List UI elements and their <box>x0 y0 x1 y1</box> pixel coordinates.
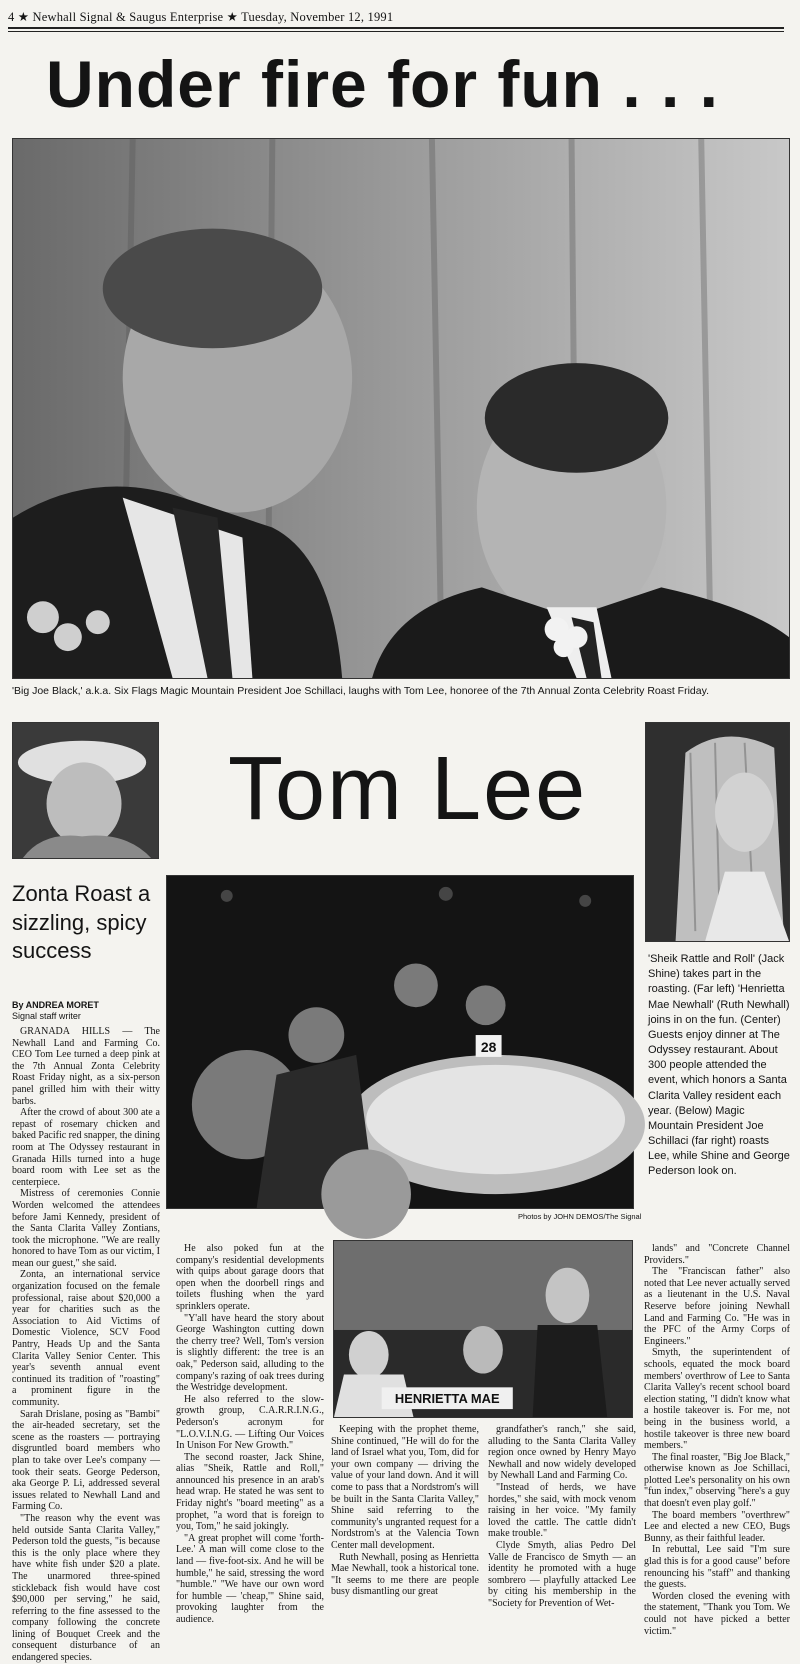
article-paragraph: Clyde Smyth, alias Pedro Del Valle de Francisco de Smyth — an identity he promoted with a huge sombrero — playfully attacked Lee by citing his membership in the "Society for Prevention of Wet- <box>488 1539 636 1609</box>
masthead-rule-thin <box>8 31 784 32</box>
article-paragraph: In rebuttal, Lee said "I'm sure glad this is for a good cause" before renouncing his "staff" and thanking the guests. <box>644 1544 790 1591</box>
sheik-photo <box>645 722 790 942</box>
article-column-4 <box>488 1424 636 1610</box>
byline-name: By ANDREA MORET <box>12 1000 99 1010</box>
place-card: HENRIETTA MAE <box>394 1391 500 1407</box>
article-paragraph: grandfather's ranch," she said, alluding to the Santa Clarita Valley region once owned by Henry Mayo Newhall and now widely developed by Newhall Land and Farming Co. <box>488 1424 636 1482</box>
article-column-3 <box>331 1424 479 1598</box>
article-paragraph: Mistress of ceremonies Connie Worden welcomed the attendees before Jami Kennedy, president of the Santa Clarita Valley Zontians, took the microphone. "We are really honored to have Tom as our victim, I mean our guest," she said. <box>12 1188 160 1269</box>
article-paragraph: Worden closed the evening with the statement, "Thank you Tom. We could not have picked a better victim." <box>644 1590 790 1637</box>
photo-credit: Photos by JOHN DEMOS/The Signal <box>518 1212 642 1221</box>
article-paragraph: The final roaster, "Big Joe Black," otherwise known as Joe Schillaci, plotted Lee's personality on his own "fun index," observing "here's a guy that doesn't even play golf." <box>644 1451 790 1510</box>
article-paragraph: "Instead of herds, we have hordes," she said, with mock venom raising in her voice. "My family loved the cattle. The cattle didn't make trouble." <box>488 1481 636 1540</box>
deck-headline: Zonta Roast a sizzling, spicy success <box>12 881 151 964</box>
main-photo-caption: 'Big Joe Black,' a.k.a. Six Flags Magic Mountain President Joe Schillaci, laughs with Tom Lee, honoree of the 7th Annual Zonta Celebrity Roast Friday. <box>12 685 709 697</box>
henrietta-photo <box>12 722 159 859</box>
article-paragraph: Ruth Newhall, posing as Henrietta Mae Newhall, took a historical tone. "It seems to me there are people busy dismantling our great <box>331 1551 479 1598</box>
article-paragraph: The second roaster, Jack Shine, alias "Sheik, Rattle and Roll," announced his presence in an arab's head wrap. He stated he was sent to Friday night's "board meeting" as a prophet, "a word that is foreign to you, Tom," he said jokingly. <box>176 1451 324 1533</box>
byline-role: Signal staff writer <box>12 1011 81 1022</box>
article-column-2 <box>176 1243 324 1626</box>
article-paragraph: "A great prophet will come 'forth-Lee.' A man will come close to the land — five-foot-six. And he will be humble," he said, stressing the word "humble." "We have our own word for humble — 'cheap,'" Shine said, provoking laughter from the audience. <box>176 1532 324 1625</box>
article-paragraph: Zonta, an international service organization focused on the female professional, raise about $20,000 a year for charities such as the Association to Aid Victims of Domestic Violence, SCV Food Pantry, Heads Up and the Santa Clarita Valley Senior Center. This year's seventh annual event continued its tradition of "roasting" a prominent figure in the community. <box>12 1269 160 1408</box>
headline: Under fire for fun . . . <box>46 47 720 121</box>
dinner-photo <box>166 875 634 1209</box>
article-column-1 <box>12 1026 160 1664</box>
byline <box>12 1000 99 1023</box>
article-paragraph: GRANADA HILLS — The Newhall Land and Farming Co. CEO Tom Lee turned a deep pink at the 7th Annual Zonta Celebrity Roast Friday night, as a six-person panel grilled him with their witty barbs. <box>12 1026 160 1107</box>
article-paragraph: After the crowd of about 300 ate a repast of rosemary chicken and baked Pacific red snapper, the dining room at The Odyssey restaurant in Granada Hills turned into a huge board room with Lee set as the centerpiece. <box>12 1107 160 1188</box>
article-column-5 <box>644 1243 790 1637</box>
roast-photo <box>333 1240 633 1418</box>
article-paragraph: "The reason why the event was held outside Santa Clarita Valley," Pederson told the guests, "is because this is the only place where they have white fish under $20 a plate. The unarmored three-spined stickleback fish would have cost $90,000 per serving," he said, referring to the fine assessed to the company following the concrete lining of Bouquet Creek and the consequent disturbance of an endangered species. <box>12 1512 160 1664</box>
masthead-rule <box>8 27 784 29</box>
article-paragraph: Keeping with the prophet theme, Shine continued, "He will do for the land of Israel what you, Tom, did for your own company — driving the value of your land down. And it will come to pass that a Nordstrom's will be built in the Santa Clarita Valley," Shine said referring to the community's ungranted request for a Nordstrom's at the Valencia Town Center mall development. <box>331 1424 479 1551</box>
masthead: 4 ★ Newhall Signal & Saugus Enterprise ★ Tuesday, November 12, 1991 <box>8 10 394 24</box>
article-paragraph: Smyth, the superintendent of schools, equated the mock board members' overthrow of Lee to Santa Clarita Valley's recent school board election stating, "I didn't know what a hostile takeover is. For me, not being in the business world, a hostile takeover is three new board members." <box>644 1347 790 1452</box>
side-caption: 'Sheik Rattle and Roll' (Jack Shine) takes part in the roasting. (Far left) 'Henrietta Mae Newhall' (Ruth Newhall) joins in on the fun. (Center) Guests enjoy dinner at The Odyssey restaurant. About 300 people attended the event, which honors a Santa Clarita Valley resident each year. (Below) Magic Mountain President Joe Schillaci (far right) roasts Lee, while Shine and George Pederson look on. <box>648 953 790 1178</box>
article-paragraph: The board members "overthrew" Lee and elected a new CEO, Bugs Bunny, as their faithful leader. <box>644 1509 790 1544</box>
table-number: 28 <box>480 1038 497 1055</box>
article-paragraph: He also poked fun at the company's residential developments with quips about garage doors that open when the doorbell rings and toilets flushing when the yard sprinklers operate. <box>176 1243 324 1312</box>
main-photo <box>12 138 790 679</box>
name-title: Tom Lee <box>228 739 588 839</box>
article-paragraph: Sarah Drislane, posing as "Bambi" the air-headed secretary, set the scene as the roasters — portraying disgruntled board members who plan to take over Lee's company — took their seats. George Pederson, aka George P. Li, addressed several issues related to Newhall Land and Farming Co. <box>12 1408 160 1513</box>
article-paragraph: lands" and "Concrete Channel Providers." <box>644 1243 790 1266</box>
article-paragraph: He also referred to the slow-growth group, C.A.R.R.I.N.G., Pederson's acronym for "L.O.V.I.N.G. — Lifting Our Voices In Unison For New Growth." <box>176 1393 324 1452</box>
article-paragraph: "Y'all have heard the story about George Washington cutting down the cherry tree? Well, Tom's version is slightly different: the tree is an oak," Pederson said, alluding to the company's razing of oak trees during the Westridge development. <box>176 1312 324 1394</box>
article-paragraph: The "Franciscan father" also noted that Lee never actually served as a lieutenant in the U.S. Naval Reserve before joining Newhall Land and Farming Co. "He was in the PFC of the Army Corps of Engineers." <box>644 1266 790 1347</box>
